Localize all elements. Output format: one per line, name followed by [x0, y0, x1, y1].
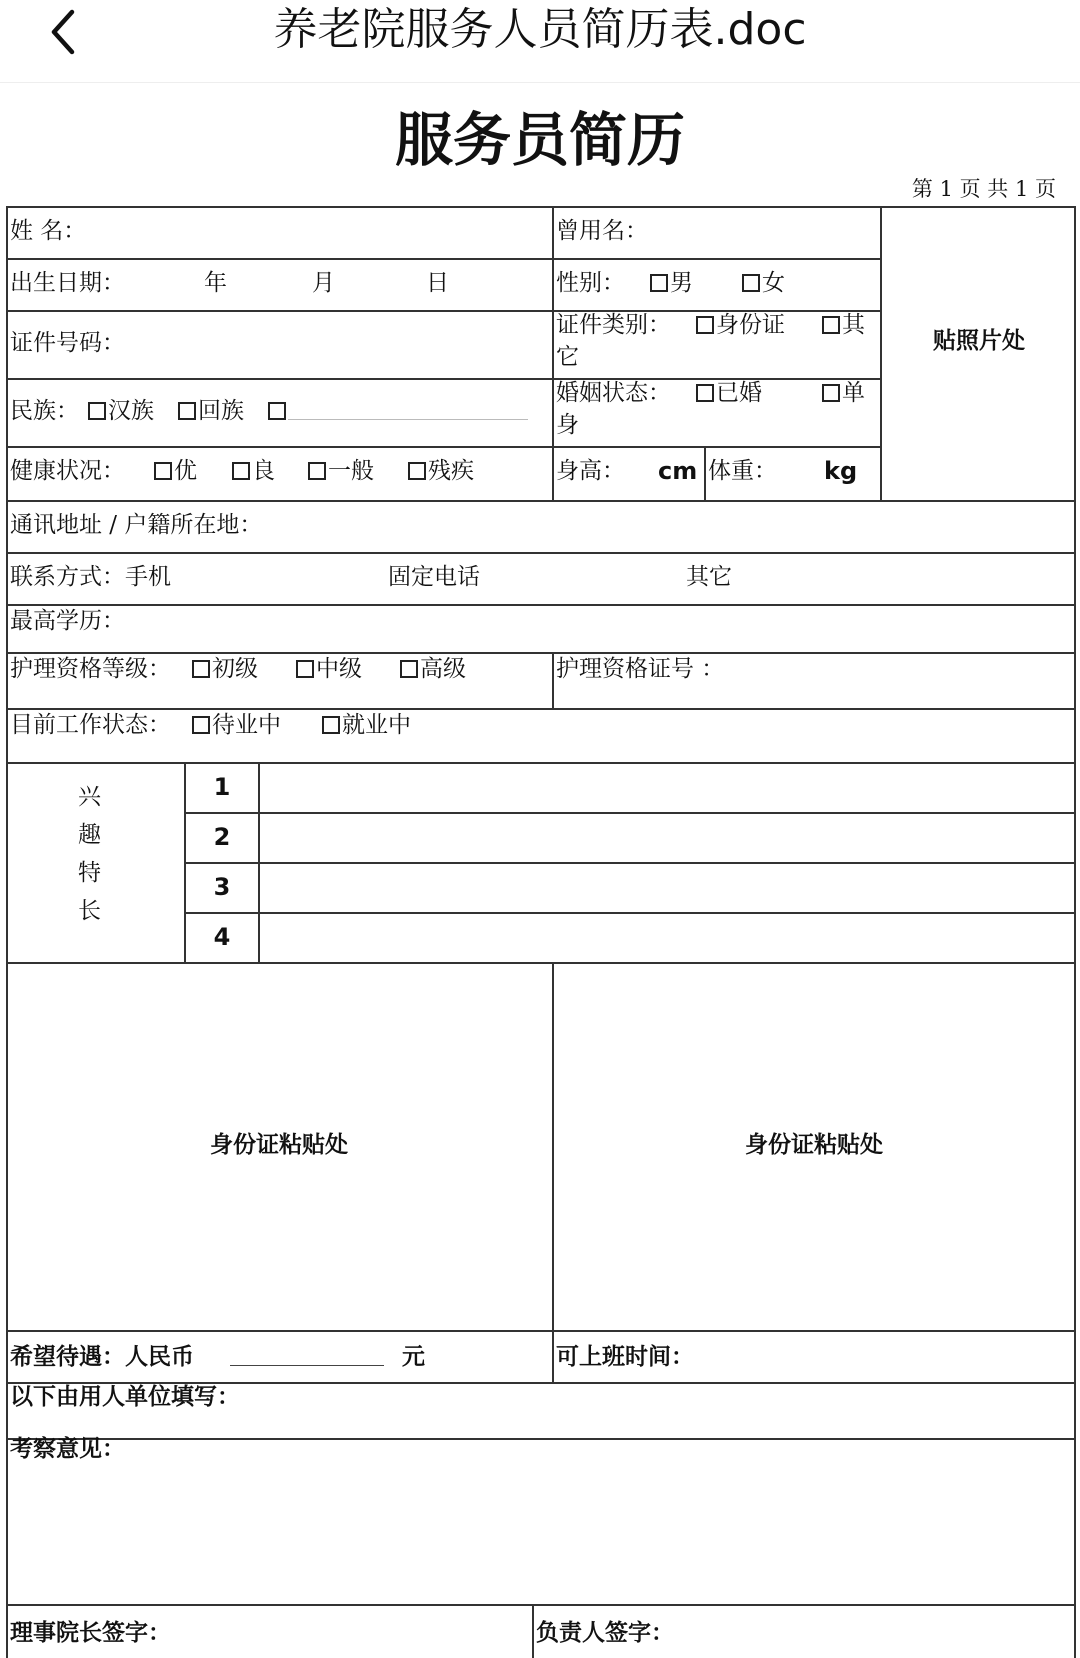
- table-border: [1074, 206, 1076, 1658]
- checkbox-icon: [400, 660, 418, 678]
- checkbox-icon: [154, 462, 172, 480]
- ethnicity-other-option[interactable]: [268, 396, 528, 426]
- checkbox-icon: [696, 316, 714, 334]
- birth-year-label: 年: [204, 270, 227, 296]
- hobby-row-number: 4: [213, 923, 231, 951]
- contact-label: 联系方式：手机: [10, 564, 171, 590]
- hobby-row-number: 1: [213, 773, 231, 801]
- former-name-label: 曾用名：: [556, 218, 648, 244]
- health-disabled-option[interactable]: 残疾: [408, 456, 474, 486]
- salary-blank[interactable]: [230, 1342, 384, 1372]
- table-border: [6, 206, 1076, 208]
- nursing-senior-option[interactable]: 高级: [400, 654, 466, 684]
- ethnicity-han-option[interactable]: 汉族: [88, 396, 154, 426]
- row-divider: [6, 962, 1076, 964]
- hobbies-label-char: 兴: [78, 784, 101, 810]
- birth-label: 出生日期：: [10, 270, 125, 296]
- resume-form-table: [6, 206, 1076, 1658]
- work-employed-option[interactable]: 就业中: [322, 710, 411, 740]
- birth-day-label: 日: [426, 270, 449, 296]
- gender-male-option[interactable]: 男: [650, 268, 693, 298]
- height-unit: cm: [658, 457, 698, 485]
- document-title: 服务员简历: [394, 106, 685, 174]
- birth-month-label: 月: [312, 270, 335, 296]
- salary-label: 希望待遇：人民币: [10, 1343, 194, 1370]
- column-divider: [704, 446, 706, 500]
- checkbox-icon: [696, 384, 714, 402]
- column-divider: [552, 962, 554, 1382]
- checkbox-icon: [268, 402, 286, 420]
- row-divider: [6, 1438, 1076, 1440]
- file-title: 养老院服务人员简历表.doc: [273, 4, 807, 55]
- page-indicator: 第 1 页 共 1 页: [911, 177, 1056, 201]
- row-divider: [6, 446, 880, 448]
- checkbox-icon: [178, 402, 196, 420]
- photo-placeholder: 贴照片处: [933, 327, 1025, 354]
- weight-unit: kg: [824, 457, 858, 485]
- height-label: 身高：: [556, 458, 625, 484]
- hobbies-label-char: 长: [78, 898, 101, 924]
- address-label: 通讯地址 / 户籍所在地：: [10, 512, 263, 538]
- id-number-label: 证件号码：: [10, 330, 125, 356]
- contact-other-label: 其它: [686, 564, 732, 590]
- row-divider: [6, 1330, 1076, 1332]
- health-label: 健康状况：: [10, 458, 125, 484]
- health-excellent-option[interactable]: 优: [154, 456, 197, 486]
- checkbox-icon: [650, 274, 668, 292]
- hobbies-label-char: 趣: [78, 822, 101, 848]
- marital-married-option[interactable]: 已婚: [696, 378, 762, 408]
- hobbies-label-char: 特: [78, 860, 101, 886]
- row-divider: [184, 812, 1076, 814]
- checkbox-icon: [296, 660, 314, 678]
- director-signature-label: 理事院长签字：: [10, 1619, 171, 1646]
- column-divider: [258, 762, 260, 962]
- work-unemployed-option[interactable]: 待业中: [192, 710, 281, 740]
- employer-section-label: 以下由用人单位填写：: [10, 1383, 240, 1410]
- checkbox-icon: [232, 462, 250, 480]
- row-divider: [6, 1604, 1076, 1606]
- salary-unit: 元: [402, 1343, 425, 1370]
- ethnicity-hui-option[interactable]: 回族: [178, 396, 244, 426]
- landline-label: 固定电话: [388, 564, 480, 590]
- row-divider: [6, 762, 1076, 764]
- marital-single-option[interactable]: 单: [822, 378, 865, 408]
- work-status-label: 目前工作状态：: [10, 712, 171, 738]
- checkbox-icon: [408, 462, 426, 480]
- row-divider: [184, 912, 1076, 914]
- checkbox-icon: [822, 384, 840, 402]
- checkbox-icon: [192, 660, 210, 678]
- row-divider: [6, 500, 1076, 502]
- column-divider: [532, 1604, 534, 1658]
- id-paste-area-left: 身份证粘贴处: [210, 1131, 348, 1158]
- marital-label: 婚姻状态：: [556, 380, 671, 406]
- id-paste-area-right: 身份证粘贴处: [745, 1131, 883, 1158]
- available-time-label: 可上班时间：: [556, 1343, 694, 1370]
- nursing-mid-option[interactable]: 中级: [296, 654, 362, 684]
- nursing-cert-label: 护理资格证号 ：: [556, 656, 725, 682]
- gender-label: 性别：: [556, 270, 625, 296]
- name-label: 姓 名：: [10, 218, 87, 244]
- id-type-idcard-option[interactable]: 身份证: [696, 310, 785, 340]
- checkbox-icon: [308, 462, 326, 480]
- id-type-other-wrap: 它: [556, 344, 579, 370]
- checkbox-icon: [742, 274, 760, 292]
- marital-single-wrap: 身: [556, 412, 579, 438]
- hobby-row-number: 3: [213, 873, 231, 901]
- checkbox-icon: [88, 402, 106, 420]
- column-divider: [552, 206, 554, 500]
- weight-label: 体重：: [708, 458, 777, 484]
- id-type-other-option[interactable]: 其: [822, 310, 865, 340]
- row-divider: [6, 604, 1076, 606]
- nursing-level-label: 护理资格等级：: [10, 656, 171, 682]
- checkbox-icon: [822, 316, 840, 334]
- table-border: [6, 206, 8, 1658]
- ethnicity-other-blank[interactable]: [288, 419, 528, 420]
- top-bar: [0, 0, 1080, 83]
- hobby-row-number: 2: [213, 823, 231, 851]
- row-divider: [6, 258, 880, 260]
- manager-signature-label: 负责人签字：: [536, 1619, 674, 1646]
- gender-female-option[interactable]: 女: [742, 268, 785, 298]
- nursing-junior-option[interactable]: 初级: [192, 654, 258, 684]
- id-type-label: 证件类别：: [556, 312, 671, 338]
- column-divider: [552, 652, 554, 708]
- checkbox-icon: [192, 716, 210, 734]
- row-divider: [6, 552, 1076, 554]
- evaluation-label: 考察意见：: [10, 1435, 125, 1462]
- row-divider: [184, 862, 1076, 864]
- ethnicity-label: 民族：: [10, 398, 79, 424]
- education-label: 最高学历：: [10, 608, 125, 634]
- health-good-option[interactable]: 良: [232, 456, 275, 486]
- checkbox-icon: [322, 716, 340, 734]
- health-average-option[interactable]: 一般: [308, 456, 374, 486]
